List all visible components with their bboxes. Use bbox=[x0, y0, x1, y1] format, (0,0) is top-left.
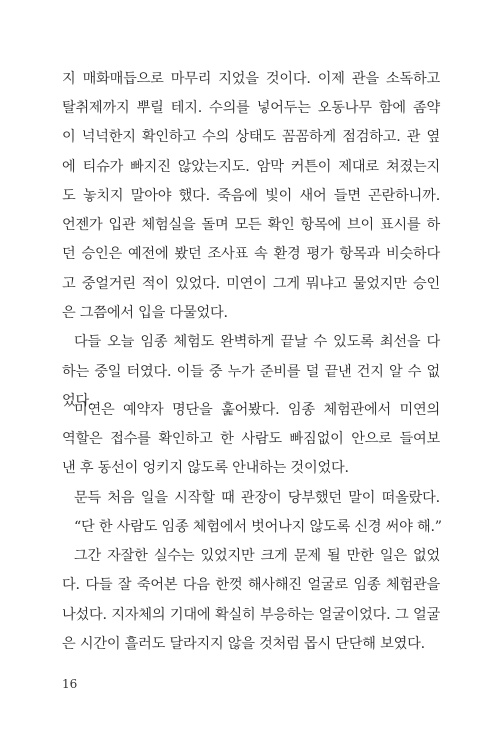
text-line: 탈취제까지 뿌릴 테지. 수의를 넣어두는 오동나무 함에 좀약 bbox=[62, 100, 440, 116]
text-line: 도 놓치지 말아야 했다. 죽음에 빛이 새어 들면 곤란하니까. bbox=[62, 188, 440, 204]
text-line: 역할은 접수를 확인하고 한 사람도 빠짐없이 안으로 들여보 bbox=[62, 431, 440, 447]
text-line: 나섰다. 지자체의 기대에 확실히 부응하는 얼굴이었다. 그 얼굴 bbox=[62, 607, 440, 623]
text-line: 언젠가 입관 체험실을 돌며 모든 확인 항목에 브이 표시를 하 bbox=[62, 217, 440, 233]
text-line: 그간 자잘한 실수는 있었지만 크게 문제 될 만한 일은 없었 bbox=[74, 548, 440, 564]
text-line: 은 시간이 흘러도 달라지지 않을 것처럼 몹시 단단해 보였다. bbox=[62, 636, 425, 652]
text-line: 에 티슈가 빠지진 않았는지도. 암막 커튼이 제대로 쳐졌는지 bbox=[62, 159, 440, 175]
text-line: 지 매화매듭으로 마무리 지었을 것이다. 이제 관을 소독하고 bbox=[62, 71, 440, 87]
text-line: 미연은 예약자 명단을 훑어봤다. 임종 체험관에서 미연의 bbox=[74, 402, 440, 418]
text-line: 하는 중일 터였다. 이들 중 누가 준비를 덜 끝낸 건지 알 수 없 bbox=[62, 364, 440, 380]
text-line: 낸 후 동선이 엉키지 않도록 안내하는 것이었다. bbox=[62, 460, 349, 476]
text-line: 다들 오늘 임종 체험도 완벽하게 끝날 수 있도록 최선을 다 bbox=[74, 334, 440, 350]
text-line: 던 승인은 예전에 봤던 조사표 속 환경 평가 항목과 비슷하다 bbox=[62, 246, 440, 262]
text-line: 은 그쯤에서 입을 다물었다. bbox=[62, 305, 228, 321]
text-line: 었다. bbox=[62, 393, 94, 409]
text-line: “단 한 사람도 임종 체험에서 벗어나지 않도록 신경 써야 해.” bbox=[74, 519, 442, 535]
text-line: 고 중얼거린 적이 있었다. 미연이 그게 뭐냐고 물었지만 승인 bbox=[62, 276, 440, 292]
text-line: 문득 처음 일을 시작할 때 관장이 당부했던 말이 떠올랐다. bbox=[74, 490, 440, 506]
text-line: 이 넉넉한지 확인하고 수의 상태도 꼼꼼하게 점검하고. 관 옆 bbox=[62, 129, 440, 145]
page-number: 16 bbox=[62, 677, 78, 691]
text-line: 다. 다들 잘 죽어본 다음 한껏 해사해진 얼굴로 임종 체험관을 bbox=[62, 577, 440, 593]
